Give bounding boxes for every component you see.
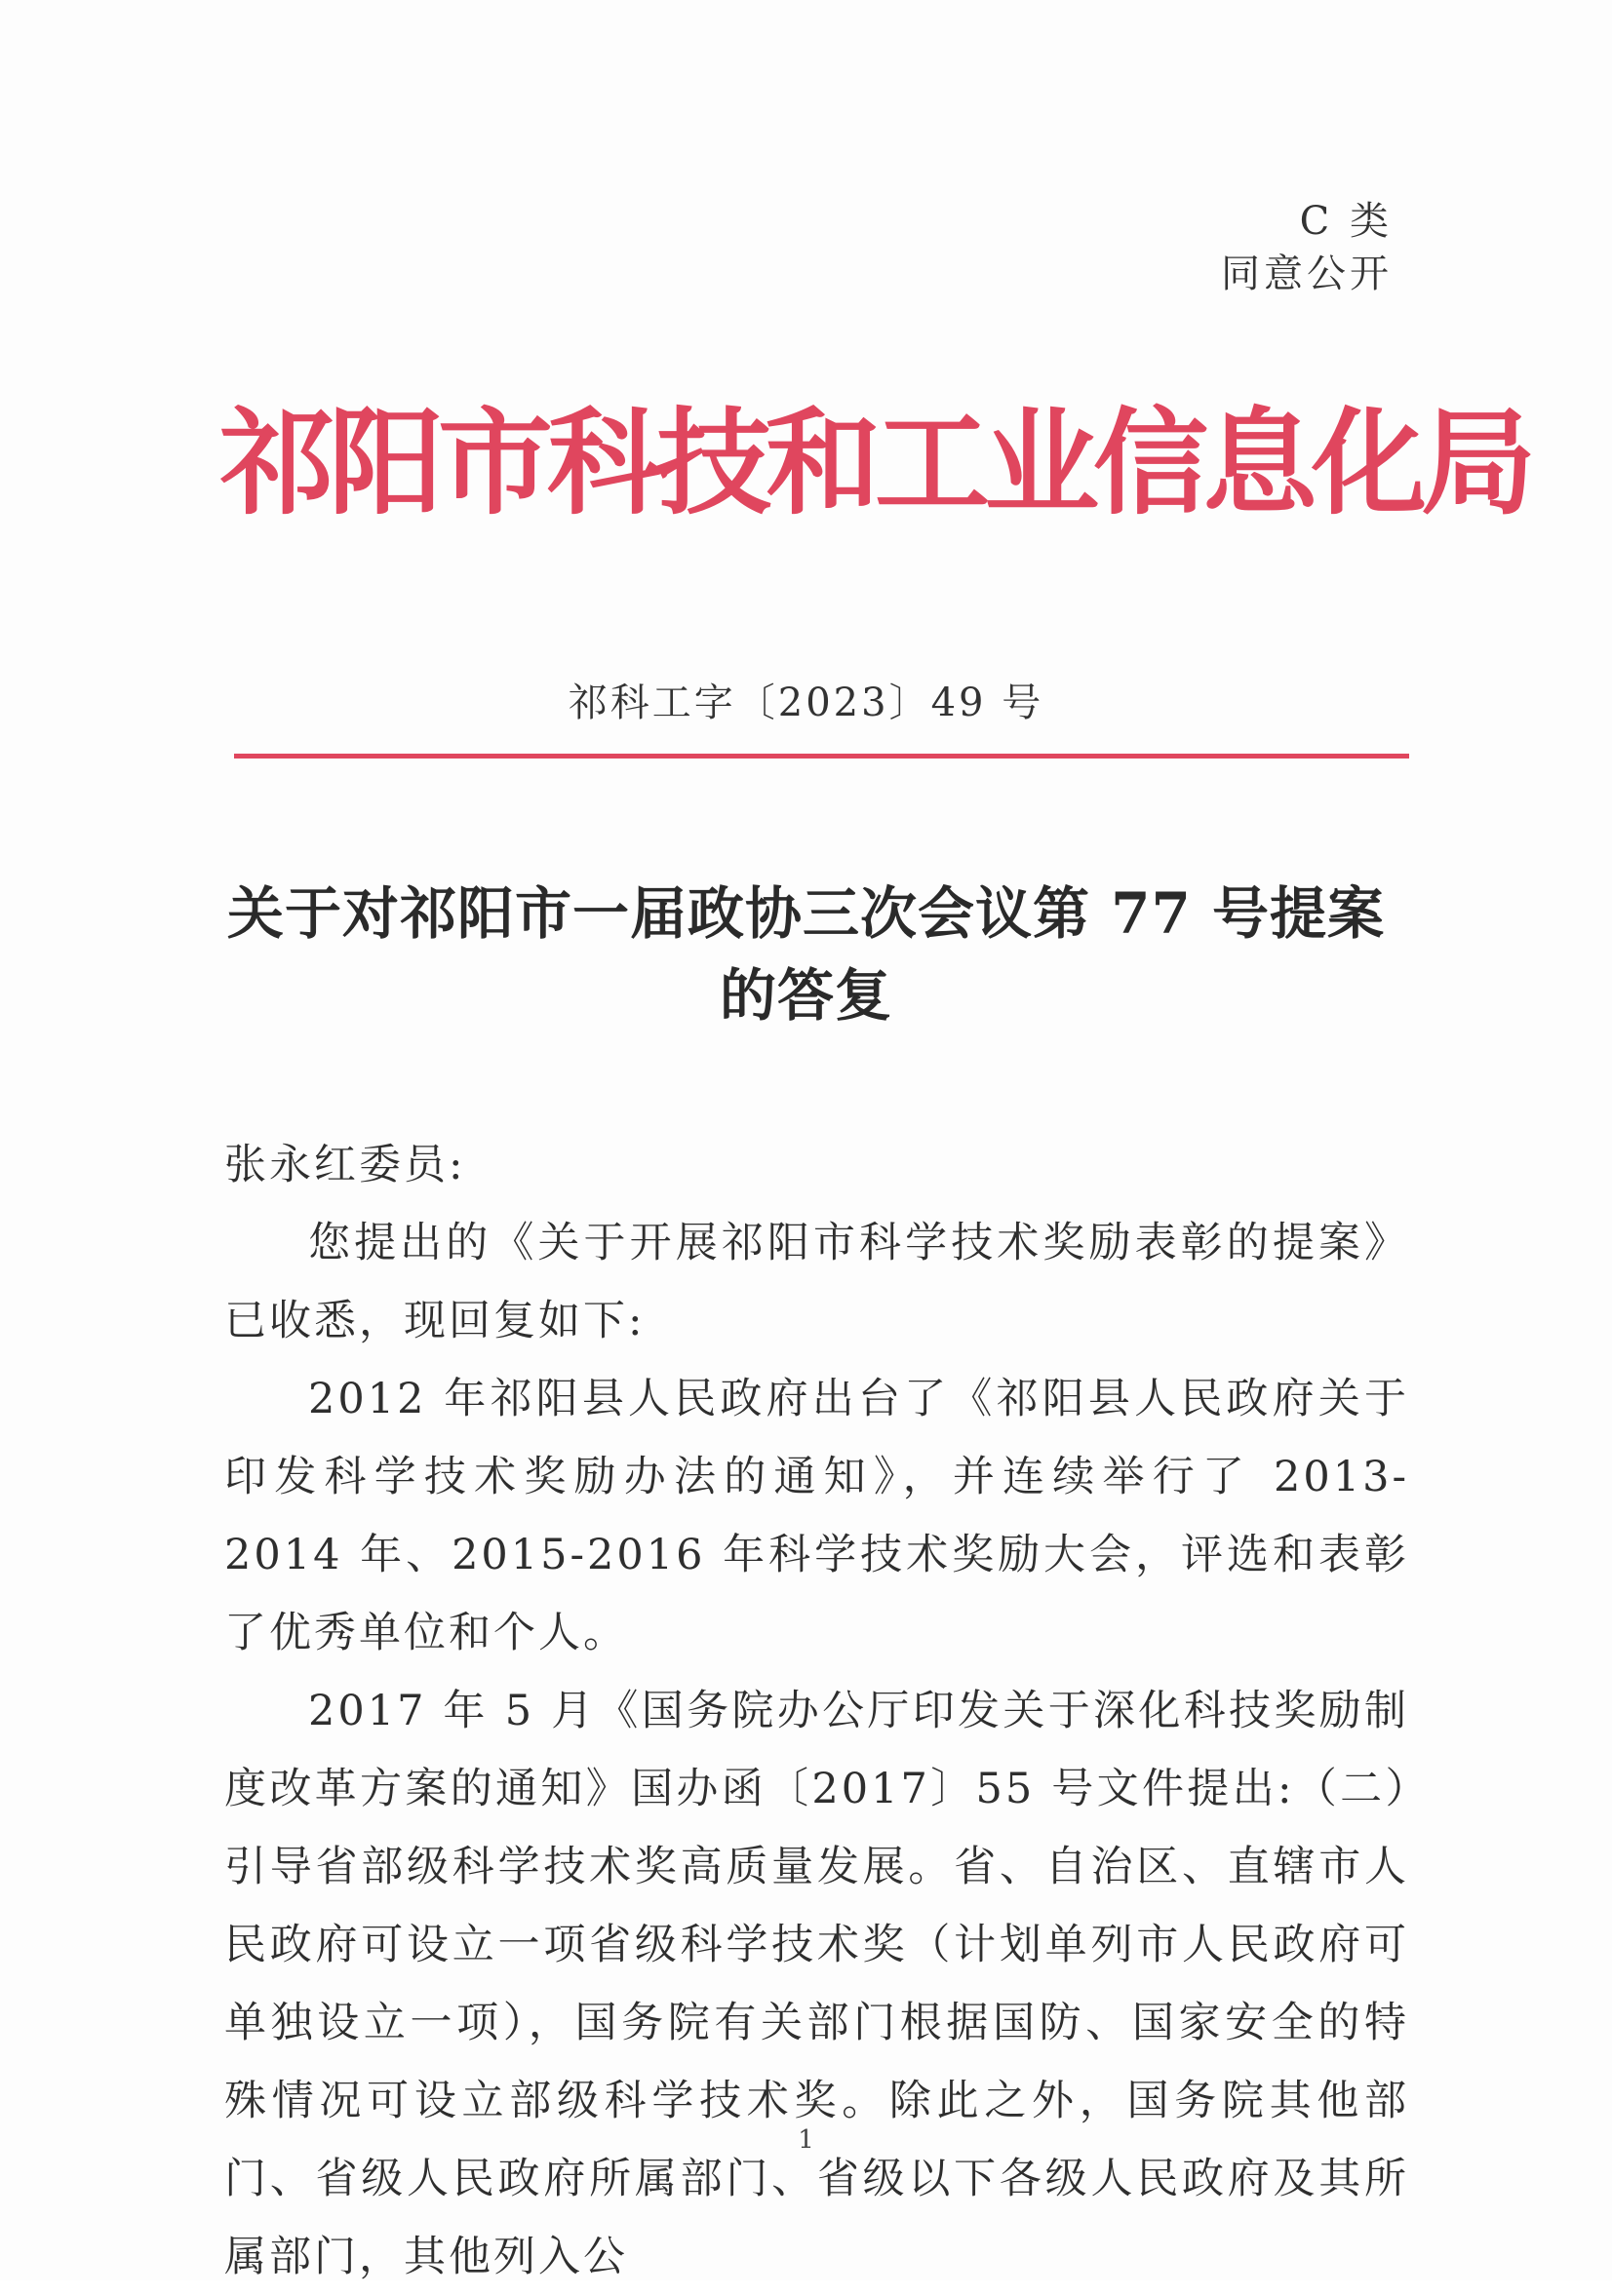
disclosure-status: 同意公开 — [1221, 252, 1393, 296]
classification-block — [1221, 195, 1393, 300]
document-body — [224, 1126, 1409, 2296]
body-paragraph-1: 您提出的《关于开展祁阳市科学技术奖励表彰的提案》已收悉，现回复如下: — [224, 1219, 1409, 1345]
red-divider-line — [234, 754, 1409, 759]
document-title — [195, 873, 1417, 1036]
body-paragraph-3: 2017 年 5 月《国务院办公厅印发关于深化科技奖励制度改革方案的通知》国办函〔2017〕55 号文件提出:（二）引导省部级科学技术奖高质量发展。省、自治区、直辖市人民政府可设立一项省级科学技术奖（计划单列市人民政府可单独设立一项），国务院有关部门根据国防、国家安全的特殊情况可设立部级科学技术奖。除此之外，国务院其他部门、省级人民政府所属部门、省级以下各级人民政府及其所属部门，其他列入公 — [224, 1687, 1409, 2281]
document-title-line-2: 的答复 — [719, 962, 892, 1029]
body-paragraph-2: 2012 年祁阳县人民政府出台了《祁阳县人民政府关于印发科学技术奖励办法的通知》，并连续举行了 2013-2014 年、2015-2016 年科学技术奖励大会，评选和表彰了优秀单位和个人。 — [224, 1375, 1409, 1657]
salutation: 张永红委员: — [224, 1141, 466, 1189]
page-number: 1 — [798, 2125, 814, 2155]
agency-letterhead: 祁阳市科技和工业信息化局 — [219, 396, 1531, 530]
classification-category: C 类 — [1299, 199, 1393, 244]
document-title-line-1: 关于对祁阳市一届政协三次会议第 77 号提案 — [226, 880, 1386, 947]
document-number: 祁科工字〔2023〕49 号 — [568, 681, 1044, 725]
